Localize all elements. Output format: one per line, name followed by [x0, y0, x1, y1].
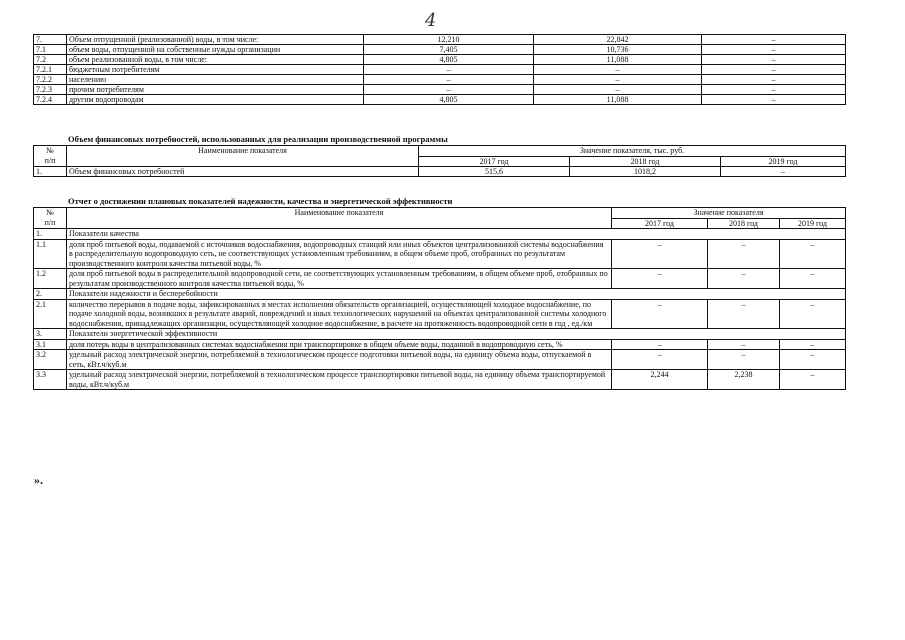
row-2017: – — [612, 339, 708, 350]
row-2017: 4,805 — [364, 55, 534, 65]
row-2019: – — [702, 65, 846, 75]
water-volume-table-body — [34, 35, 846, 105]
row-2019: – — [780, 370, 846, 390]
finance-row-num: 1. — [34, 167, 67, 177]
row-2017: – — [364, 65, 534, 75]
group-row — [34, 229, 846, 240]
row-2017: 12,210 — [364, 35, 534, 45]
row-2019: – — [780, 269, 846, 289]
row-2017: – — [364, 85, 534, 95]
row-2019: – — [702, 45, 846, 55]
row-2017: – — [612, 299, 708, 329]
row-name: удельный расход электрической энергии, потребляемой в технологическом процессе подготовки питьевой воды, на единицу объема воды, отпускаемой в сеть, кВт.ч/куб.м — [67, 350, 612, 370]
row-2018: 11,088 — [534, 55, 702, 65]
table-row — [34, 65, 846, 75]
row-2018: – — [708, 239, 780, 269]
row-2017: 2,244 — [612, 370, 708, 390]
row-2018: – — [708, 350, 780, 370]
row-num: 3.3 — [34, 370, 67, 390]
row-name: доля проб питьевой воды, подаваемой с источников водоснабжения, водопроводных станций или иных объектов централизованной системы водоснабжения в распределительную водопроводную сеть, не соответствующих установленным требованиям, в общем объеме проб, отобранных по результатам производственного контроля качества питьевой воды, % — [67, 239, 612, 269]
table-row — [34, 269, 846, 289]
water-volume-table — [33, 34, 846, 105]
row-2018: 11,088 — [534, 95, 702, 105]
row-num: 1.1 — [34, 239, 67, 269]
finance-row-2018: 1018,2 — [570, 167, 721, 177]
row-2017: – — [364, 75, 534, 85]
row-2018: 22,842 — [534, 35, 702, 45]
row-2019: – — [702, 95, 846, 105]
row-2019: – — [702, 75, 846, 85]
row-name: прочим потребителям — [67, 85, 364, 95]
group-row — [34, 289, 846, 300]
finance-section-title: Объем финансовых потребностей, использованных для реализации производственной программы — [68, 134, 448, 144]
group-name: Показатели качества — [67, 229, 846, 240]
row-2018: 2,238 — [708, 370, 780, 390]
row-name: Объем отпущенной (реализованной) воды, в том числе: — [67, 35, 364, 45]
row-2017: – — [612, 269, 708, 289]
row-2019: – — [702, 55, 846, 65]
table-row — [34, 370, 846, 390]
table-row — [34, 35, 846, 45]
finance-header-num: № п/п — [34, 146, 67, 167]
row-2019: – — [780, 299, 846, 329]
row-2018: – — [708, 339, 780, 350]
row-name: доля потерь воды в централизованных системах водоснабжения при транспортировке в общем объеме воды, поданной в водопроводную сеть, % — [67, 339, 612, 350]
row-num: 7. — [34, 35, 67, 45]
table-row — [34, 85, 846, 95]
row-num: 7.2.1 — [34, 65, 67, 75]
group-num: 2. — [34, 289, 67, 300]
row-name: доля проб питьевой воды в распределительной водопроводной сети, не соответствующих установленным требованиям, в общем объеме проб, отобранных по результатам производственного контроля качества питьевой воды, % — [67, 269, 612, 289]
row-2018: – — [534, 65, 702, 75]
report-year-2018: 2018 год — [708, 218, 780, 229]
row-2019: – — [780, 239, 846, 269]
finance-year-2019: 2019 год — [721, 156, 846, 167]
row-num: 7.2.4 — [34, 95, 67, 105]
row-num: 3.1 — [34, 339, 67, 350]
report-year-2019: 2019 год — [780, 218, 846, 229]
report-table — [33, 207, 846, 390]
finance-header-name: Наименование показателя — [67, 146, 419, 167]
row-2019: – — [702, 85, 846, 95]
report-header-num: № п/п — [34, 208, 67, 229]
row-2017: – — [612, 239, 708, 269]
table-row — [34, 45, 846, 55]
group-name: Показатели надежности и бесперебойности — [67, 289, 846, 300]
row-num: 7.2 — [34, 55, 67, 65]
report-header-value: Значение показателя — [612, 208, 846, 219]
table-row — [34, 75, 846, 85]
finance-year-2017: 2017 год — [419, 156, 570, 167]
row-name: другим водопроводам — [67, 95, 364, 105]
table-row — [34, 167, 846, 177]
finance-row-2019: – — [721, 167, 846, 177]
row-name: объем воды, отпущенной на собственные нужды организации — [67, 45, 364, 55]
row-2019: – — [780, 339, 846, 350]
row-2017: – — [612, 350, 708, 370]
row-num: 3.2 — [34, 350, 67, 370]
table-row — [34, 95, 846, 105]
row-2017: 7,405 — [364, 45, 534, 55]
row-2018: – — [708, 299, 780, 329]
row-num: 1.2 — [34, 269, 67, 289]
table-row — [34, 350, 846, 370]
row-2019: – — [702, 35, 846, 45]
row-num: 7.2.2 — [34, 75, 67, 85]
row-num: 2.1 — [34, 299, 67, 329]
group-name: Показатели энергетической эффективности — [67, 329, 846, 340]
finance-year-2018: 2018 год — [570, 156, 721, 167]
row-2018: – — [534, 85, 702, 95]
row-name: количество перерывов в подаче воды, зафиксированных в местах исполнения обязательств организацией, осуществляющей холодное водоснабжение, по подаче холодной воды, возникших в результате аварий, повреждений и иных технологических нарушений на объектах централизованной системы холодного водоснабжения, принадлежащих организации, осуществляющей холодное водоснабжение, в расчете на протяженность водопроводной сети в год , ед./км — [67, 299, 612, 329]
row-name: удельный расход электрической энергии, потребляемой в технологическом процессе транспортировки питьевой воды, на единицу объема транспортируемой воды, кВт.ч/куб.м — [67, 370, 612, 390]
row-num: 7.1 — [34, 45, 67, 55]
row-name: населению — [67, 75, 364, 85]
finance-row-name: Объем финансовых потребностей — [67, 167, 419, 177]
page-number: 4 — [425, 10, 437, 31]
finance-row-2017: 515,6 — [419, 167, 570, 177]
row-2019: – — [780, 350, 846, 370]
row-2018: 10,736 — [534, 45, 702, 55]
finance-table — [33, 145, 846, 177]
row-2018: – — [534, 75, 702, 85]
closing-mark: ». — [34, 473, 43, 487]
table-row — [34, 339, 846, 350]
row-name: бюджетным потребителям — [67, 65, 364, 75]
table-row — [34, 239, 846, 269]
report-header-name: Наименование показателя — [67, 208, 612, 229]
report-table-body — [34, 229, 846, 390]
finance-header-value: Значение показателя, тыс. руб. — [419, 146, 846, 157]
row-num: 7.2.3 — [34, 85, 67, 95]
group-num: 3. — [34, 329, 67, 340]
row-2018: – — [708, 269, 780, 289]
report-year-2017: 2017 год — [612, 218, 708, 229]
group-row — [34, 329, 846, 340]
row-name: объем реализованной воды, в том числе: — [67, 55, 364, 65]
group-num: 1. — [34, 229, 67, 240]
table-row — [34, 55, 846, 65]
row-2017: 4,805 — [364, 95, 534, 105]
table-row — [34, 299, 846, 329]
report-section-title: Отчет о достижении плановых показателей надежности, качества и энергетической эффективности — [68, 196, 453, 206]
